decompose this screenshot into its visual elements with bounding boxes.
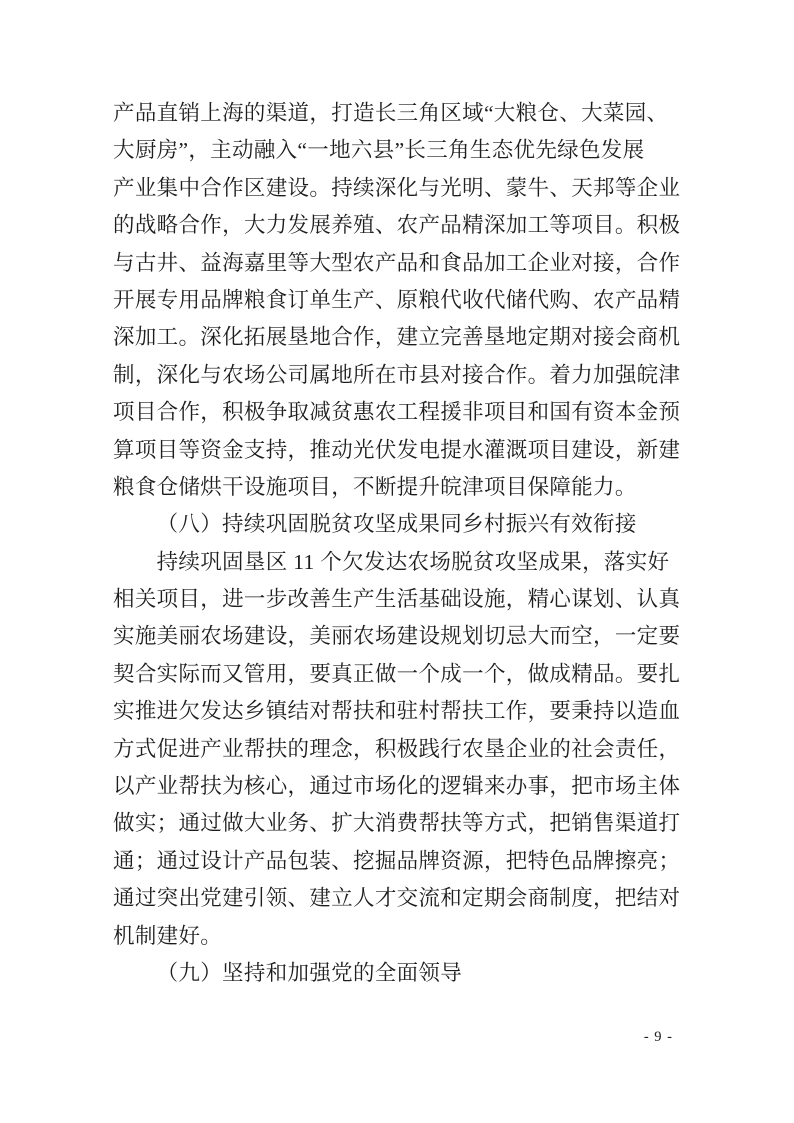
- text-line: 做实；通过做大业务、扩大消费帮扶等方式，把销售渠道打: [113, 811, 681, 836]
- text-line: 持续巩固垦区 11 个欠发达农场脱贫攻坚成果，落实好: [156, 549, 670, 574]
- text-line: 产品直销上海的渠道，打造长三角区域“大粮仓、大菜园、: [113, 101, 669, 125]
- page-number: - 9 -: [643, 1029, 673, 1045]
- text-line: 的战略合作，大力发展养殖、农产品精深加工等项目。积极: [113, 213, 681, 238]
- text-lines: [113, 95, 681, 992]
- text-line: 以产业帮扶为核心，通过市场化的逻辑来办事，把市场主体: [113, 774, 681, 799]
- text-line: 制，深化与农场公司属地所在市县对接合作。着力加强皖津: [113, 362, 681, 387]
- text-line: 实推进欠发达乡镇结对帮扶和驻村帮扶工作，要秉持以造血: [113, 699, 681, 724]
- text-line: 与古井、益海嘉里等大型农产品和食品加工企业对接，合作: [113, 250, 681, 275]
- text-line: 通；通过设计产品包装、挖掘品牌资源，把特色品牌擦亮；: [113, 848, 681, 873]
- text-line: 算项目等资金支持，推动光伏发电提水灌溉项目建设，新建: [113, 437, 681, 462]
- text-line: 产业集中合作区建设。持续深化与光明、蒙牛、天邦等企业: [113, 175, 681, 200]
- text-line: 项目合作，积极争取减贫惠农工程援非项目和国有资本金预: [113, 400, 681, 425]
- text-line: 深加工。深化拓展垦地合作，建立完善垦地定期对接会商机: [113, 325, 681, 350]
- section-heading: （八）持续巩固脱贫攻坚成果同乡村振兴有效衔接: [156, 512, 637, 537]
- text-line: 开展专用品牌粮食订单生产、原粮代收代储代购、农产品精: [113, 287, 681, 312]
- text-line: 相关项目，进一步改善生产生活基础设施，精心谋划、认真: [113, 587, 681, 612]
- text-line: 大厨房”，主动融入“一地六县”长三角生态优先绿色发展: [113, 138, 645, 163]
- text-line: 契合实际而又管用，要真正做一个成一个，做成精品。要扎: [113, 661, 681, 686]
- text-line: 粮食仓储烘干设施项目，不断提升皖津项目保障能力。: [113, 474, 637, 499]
- text-line: 方式促进产业帮扶的理念，积极践行农垦企业的社会责任，: [113, 736, 681, 761]
- text-line: 通过突出党建引领、建立人才交流和定期会商制度，把结对: [113, 886, 681, 911]
- text-line: 实施美丽农场建设，美丽农场建设规划切忌大而空，一定要: [113, 624, 681, 649]
- section-heading: （九）坚持和加强党的全面领导: [156, 960, 463, 985]
- text-line: 机制建好。: [113, 923, 223, 948]
